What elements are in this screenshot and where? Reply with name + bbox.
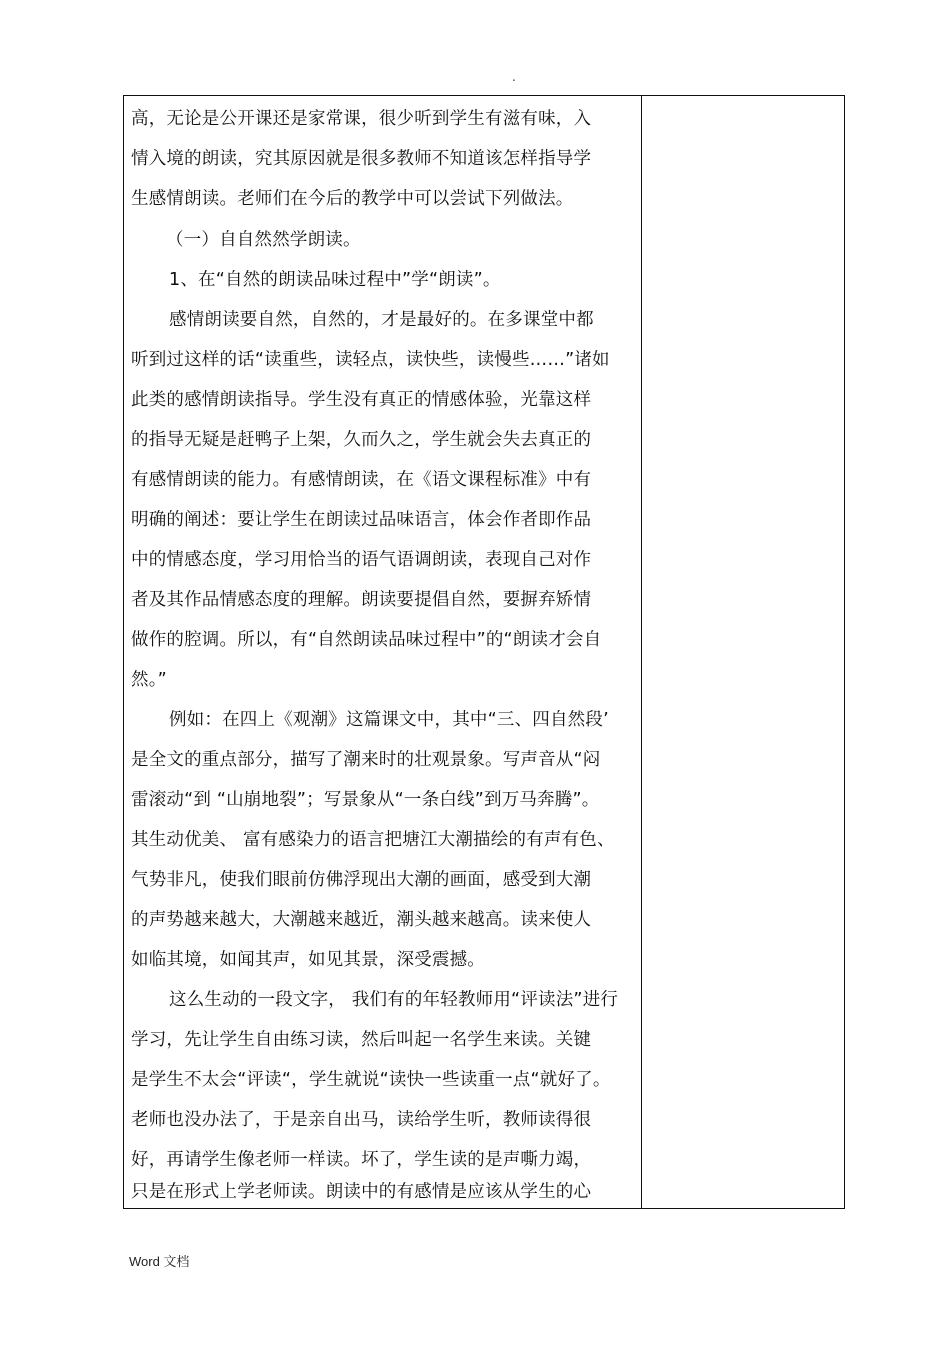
text-line: 的指导无疑是赶鸭子上架，久而久之，学生就会失去真正的: [131, 430, 592, 450]
text-line: 听到过这样的话“读重些，读轻点，读快些，读慢些……”诸如: [131, 350, 610, 370]
text-line: 这么生动的一段文字， 我们有的年轻教师用“评读法”进行: [169, 990, 619, 1010]
main-text-cell: [131, 96, 651, 1208]
text-line: 其生动优美、 富有感染力的语言把塘江大潮描绘的有声有色、: [131, 830, 615, 850]
text-line: 老师也没办法了，于是亲自出马，读给学生听，教师读得很: [131, 1110, 592, 1130]
text-line: 明确的阐述：要让学生在朗读过品味语言，体会作者即作品: [131, 510, 592, 530]
document-table: [123, 95, 845, 1209]
text-line: 只是在形式上学老师读。朗读中的有感情是应该从学生的心: [131, 1182, 592, 1202]
text-line: 中的情感态度，学习用恰当的语气语调朗读，表现自己对作: [131, 550, 592, 570]
text-line: 高，无论是公开课还是家常课，很少听到学生有滋有味，入: [131, 109, 592, 129]
text-line: 雷滚动“到 “山崩地裂”；写景象从“一条白线”到万马奔腾”。: [131, 790, 600, 810]
text-line: 此类的感情朗读指导。学生没有真正的情感体验，光靠这样: [131, 390, 592, 410]
text-line: 是学生不太会“评读“，学生就说“读快一些读重一点“就好了。: [131, 1070, 611, 1090]
text-line: 的声势越来越大，大潮越来越近，潮头越来越高。读来使人: [131, 910, 592, 930]
text-line: 是全文的重点部分，描写了潮来时的壮观景象。写声音从“闷: [131, 750, 601, 770]
header-dot: .: [512, 70, 516, 84]
text-line: 学习，先让学生自由练习读，然后叫起一名学生来读。关键: [131, 1030, 592, 1050]
text-line: 如临其境，如闻其声，如见其景，深受震撼。: [131, 950, 485, 970]
text-line: 有感情朗读的能力。有感情朗读，在《语文课程标准》中有: [131, 470, 592, 490]
text-line: 气势非凡，使我们眼前仿佛浮现出大潮的画面，感受到大潮: [131, 870, 592, 890]
text-line: 例如：在四上《观潮》这篇课文中，其中“三、四自然段’: [169, 710, 609, 730]
text-line: 情入境的朗读，究其原因就是很多教师不知道该怎样指导学: [131, 149, 592, 169]
text-line: 生感情朗读。老师们在今后的教学中可以尝试下列做法。: [131, 189, 574, 209]
text-line: 者及其作品情感态度的理解。朗读要提倡自然，要摒弃矫情: [131, 590, 592, 610]
text-line: 然。”: [131, 670, 167, 690]
text-line: 感情朗读要自然，自然的，才是最好的。在多课堂中都: [169, 310, 594, 330]
subsection-heading: 1、在“自然的朗读品味过程中”学“朗读”。: [169, 270, 501, 290]
footer-label: Word 文档: [129, 1254, 190, 1269]
section-heading: （一）自自然然学朗读。: [166, 230, 361, 250]
text-line: 做作的腔调。所以，有“自然朗读品味过程中”的“朗读才会自: [131, 630, 602, 650]
text-line: 好，再请学生像老师一样读。坏了，学生读的是声嘶力竭，: [131, 1150, 592, 1170]
